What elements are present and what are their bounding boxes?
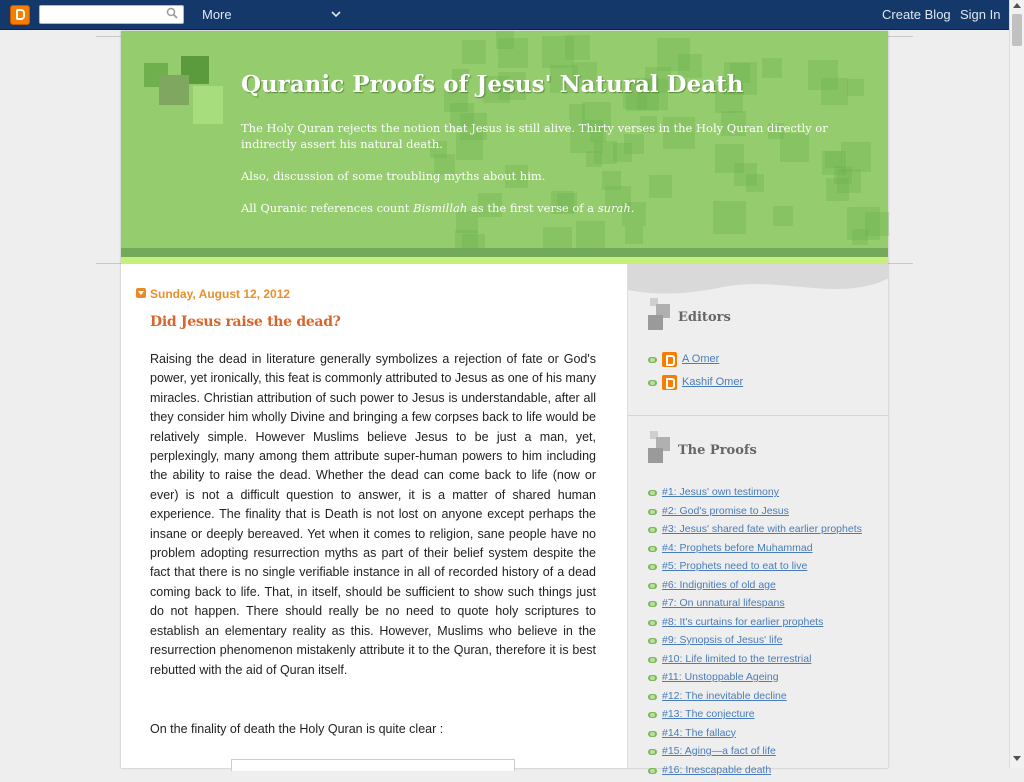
scrollbar-thumb[interactable] [1012,14,1022,46]
bullet-icon [648,712,657,718]
scroll-down-arrow-icon[interactable] [1013,756,1021,761]
note-text-c: as the first verse of a [467,201,598,215]
bullet-icon [648,638,657,644]
proofs-widget-icon [648,431,672,463]
editor-link[interactable]: Kashif Omer [682,376,744,388]
bullet-icon [648,694,657,700]
bullet-icon [648,490,657,496]
header-decor-square [569,104,585,120]
editor-link[interactable]: A Omer [682,353,720,365]
blog-description-line2: Also, discussion of some troubling myths about him. [241,169,546,183]
header-decor-square [625,226,643,244]
proof-link[interactable]: #15: Aging—a fact of life [662,745,776,757]
header-decor-square [841,142,871,172]
bullet-icon [648,527,657,533]
collapse-toggle-icon[interactable] [136,288,146,298]
sidebar [627,264,888,776]
note-text-a: All Quranic references count [241,201,414,215]
proof-link[interactable]: #12: The inevitable decline [662,689,787,702]
header-decor-square [865,212,889,236]
header-decor-square [496,31,514,49]
bullet-icon [648,768,657,774]
header-decor-square [762,58,782,78]
bullet-icon [648,749,657,755]
bullet-icon [648,380,657,386]
proof-link[interactable]: #6: Indignities of old age [662,578,776,591]
proof-link[interactable]: #13: The conjecture [662,708,755,720]
proof-link[interactable]: #1: Jesus' own testimony [662,486,779,498]
proof-link[interactable]: #3: Jesus' shared fate with earlier prophets [662,523,862,535]
header-decor-square [462,40,486,64]
navbar-search-input[interactable] [39,5,184,24]
note-text-e: . [630,201,635,215]
proof-link[interactable]: #4: Prophets before Muhammad [662,541,813,554]
blogger-navbar [0,0,1009,30]
blogger-logo-icon[interactable] [10,5,30,25]
header-bottom-band [121,248,888,257]
proof-link[interactable]: #2: God's promise to Jesus [662,504,789,517]
bullet-icon [648,546,657,552]
post-body-paragraph: Raising the dead in literature generally symbolizes a rejection of fate or God's power, yet ironically, this feat is commonly attributed to Jesus as one of his many miracles. Christian attribution of such power to Jesus is understandable, after all they consider him wholly Divine and bringing a few corpses back to life would be relatively simple. However Muslims believe Jesus to be just a man, yet, perplexingly, many among them attribute super-human powers to him including the ability to raise the dead. Whether the dead can come back to life (now or ever) is not a difficult question to answer, it is a matter of shared human experience. The finality that is Death is not lost on anyone except perhaps the insane or deeply bereaved. Yet when it comes to religion, sane people have no problem adopting resurrection myths as part of their belief system despite the fact that there is no single verifiable instance in all of recorded history of a dead coming back to life. That, in itself, should be sufficient to show such things just do not happen. There should really be no need to quote holy scriptures to establish an elementary reality as this. However, Muslims who believe in the resurrection phenomenon mistakenly attribute it to the Quran, therefore it is best rebutted with the aid of Quran itself. [150,352,596,677]
blog-description: The Holy Quran rejects the notion that Jesus is still alive. Thirty verses in the Holy Quran directly or indirectly assert his natural death. [241,121,828,151]
blogger-profile-icon[interactable] [662,375,677,390]
header-decor-square [808,60,838,90]
sign-in-link[interactable]: Sign In [960,7,1001,22]
proof-link[interactable]: #5: Prophets need to eat to live [662,560,808,572]
bullet-icon [648,509,657,515]
blog-title-link[interactable]: Quranic Proofs of Jesus' Natural Death [241,71,744,98]
bullet-icon [648,357,657,363]
blog-description-note [241,200,841,216]
chevron-down-icon[interactable] [330,8,342,20]
note-surah: surah [597,201,631,215]
proof-link[interactable]: #8: It's curtains for earlier prophets [662,615,824,628]
scroll-up-arrow-icon[interactable] [1013,3,1021,8]
header-decor-square [657,38,690,71]
header-bottom-highlight [121,257,888,264]
proof-link[interactable]: #11: Unstoppable Ageing [662,671,779,683]
proofs-widget-title: The Proofs [678,443,757,458]
bullet-icon [648,564,657,570]
post-body-paragraph-2: On the finality of death the Holy Quran is quite clear : [150,722,444,736]
header-decor-square [847,79,864,96]
proof-link[interactable]: #14: The fallacy [662,726,736,739]
proof-link[interactable]: #10: Life limited to the terrestrial [662,652,812,665]
proof-link[interactable]: #7: On unnatural lifespans [662,597,785,609]
bullet-icon [648,620,657,626]
bullet-icon [648,601,657,607]
bullet-icon [648,657,657,663]
bullet-icon [648,731,657,737]
post-title-link[interactable]: Did Jesus raise the dead? [150,314,341,330]
widget-separator [628,415,889,416]
editors-widget-icon [648,298,672,330]
bullet-icon [648,583,657,589]
proof-link[interactable]: #16: Inescapable death [662,763,772,776]
note-bismillah: Bismillah [413,201,468,215]
more-menu-button[interactable]: More [202,7,232,22]
vertical-scrollbar[interactable] [1009,0,1024,768]
blog-header [121,31,888,264]
header-decor-square [576,221,605,250]
blogger-profile-icon[interactable] [662,352,677,367]
post-date-header: Sunday, August 12, 2012 [150,287,291,301]
embedded-quote-box [231,759,515,771]
create-blog-link[interactable]: Create Blog [882,7,951,22]
proof-link[interactable]: #9: Synopsis of Jesus' life [662,634,783,646]
bullet-icon [648,675,657,681]
editors-widget-title: Editors [678,310,731,325]
search-icon[interactable] [166,7,178,19]
header-decor-square [565,35,590,60]
